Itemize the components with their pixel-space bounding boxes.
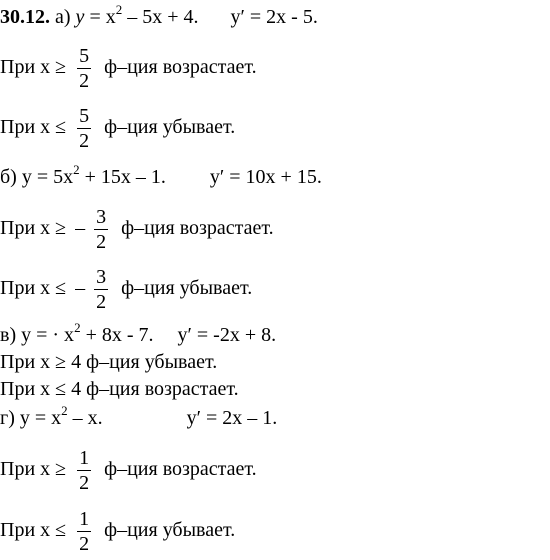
fraction-denominator: 2 <box>96 231 107 253</box>
part-b-label: б) <box>0 166 17 188</box>
part-b-func-2: + 15x – 1. <box>79 166 166 188</box>
part-b-line-2-prefix: При x ≤ <box>0 277 67 300</box>
fraction-numerator: 3 <box>96 206 107 228</box>
part-d-line-2-prefix: При x ≤ <box>0 519 67 542</box>
part-d-line-2-suffix: ф–ция убывает. <box>104 519 236 542</box>
part-a-line-1-prefix: При x ≥ <box>0 56 67 79</box>
part-c-line-1: При x ≥ 4 ф–ция убывает. <box>0 351 218 373</box>
part-a-func-rhs-2: – 5x + 4. <box>122 6 199 28</box>
fraction-denominator: 2 <box>79 533 90 555</box>
part-c-line-2: При x ≤ 4 ф–ция возрастает. <box>0 378 239 400</box>
problem-number: 30.12. <box>0 6 50 28</box>
part-c-label: в) <box>0 324 17 346</box>
part-d-line-1-prefix: При x ≥ <box>0 458 67 481</box>
part-b-line-1-prefix: При x ≥ <box>0 217 67 240</box>
part-d-func-2: – x. <box>67 407 103 429</box>
part-a-line-2-fraction <box>77 105 91 152</box>
part-a-line-1 <box>0 45 257 92</box>
part-b-line-1-sign: – <box>75 217 86 240</box>
part-b-line-1-suffix: ф–ция возрастает. <box>121 217 274 240</box>
fraction-denominator: 2 <box>79 70 90 92</box>
part-b-exponent: 2 <box>73 162 80 177</box>
part-d-line-1 <box>0 447 257 494</box>
fraction-denominator: 2 <box>96 291 107 313</box>
part-a-func-lhs: y <box>75 6 85 28</box>
fraction-bar <box>77 128 91 129</box>
part-d-line-2-fraction <box>77 508 91 555</box>
part-d-line-2 <box>0 508 235 555</box>
part-b-line-1 <box>0 206 274 253</box>
part-c-derivative: y′ = -2x + 8. <box>177 324 277 346</box>
part-d-header <box>0 403 278 430</box>
fraction-numerator: 3 <box>96 266 107 288</box>
part-b-line-1-fraction <box>94 206 108 253</box>
part-a-exponent: 2 <box>115 2 123 17</box>
part-a-line-1-fraction <box>77 45 91 92</box>
fraction-numerator: 5 <box>79 105 90 127</box>
part-c-func-2: + 8x - 7. <box>80 324 154 346</box>
part-d-func-1: y = x <box>19 407 62 429</box>
part-c-exponent: 2 <box>74 320 81 335</box>
part-d-derivative: y′ = 2x – 1. <box>186 407 278 429</box>
fraction-denominator: 2 <box>79 472 90 494</box>
fraction-bar <box>94 229 108 230</box>
part-b-derivative: y′ = 10x + 15. <box>209 166 322 188</box>
part-c-header <box>0 320 277 347</box>
part-b-line-2-suffix: ф–ция убывает. <box>121 277 253 300</box>
fraction-denominator: 2 <box>79 130 90 152</box>
part-a-line-1-suffix: ф–ция возрастает. <box>104 56 257 79</box>
part-d-line-1-fraction <box>77 447 91 494</box>
fraction-numerator: 5 <box>79 45 90 67</box>
part-a-label: а) <box>55 6 71 28</box>
part-c-func-1: y = · x <box>21 324 75 346</box>
part-b-header <box>0 162 322 189</box>
part-b-line-2 <box>0 266 252 313</box>
part-a-line-2-prefix: При x ≤ <box>0 116 67 139</box>
fraction-bar <box>77 68 91 69</box>
part-b-line-2-fraction <box>94 266 108 313</box>
part-b-line-2-sign: – <box>75 277 86 300</box>
part-b-func-1: y = 5x <box>21 166 74 188</box>
part-a-line-2-suffix: ф–ция убывает. <box>104 116 236 139</box>
part-a-header <box>0 2 318 29</box>
fraction-numerator: 1 <box>79 508 90 530</box>
part-d-line-1-suffix: ф–ция возрастает. <box>104 458 257 481</box>
part-d-exponent: 2 <box>61 403 68 418</box>
fraction-bar <box>77 531 91 532</box>
part-a-func-rhs-1: = x <box>84 6 116 28</box>
part-a-derivative: y′ = 2x - 5. <box>230 6 318 28</box>
fraction-bar <box>77 470 91 471</box>
part-a-line-2 <box>0 105 235 152</box>
fraction-numerator: 1 <box>79 447 90 469</box>
part-d-label: г) <box>0 407 15 429</box>
fraction-bar <box>94 289 108 290</box>
